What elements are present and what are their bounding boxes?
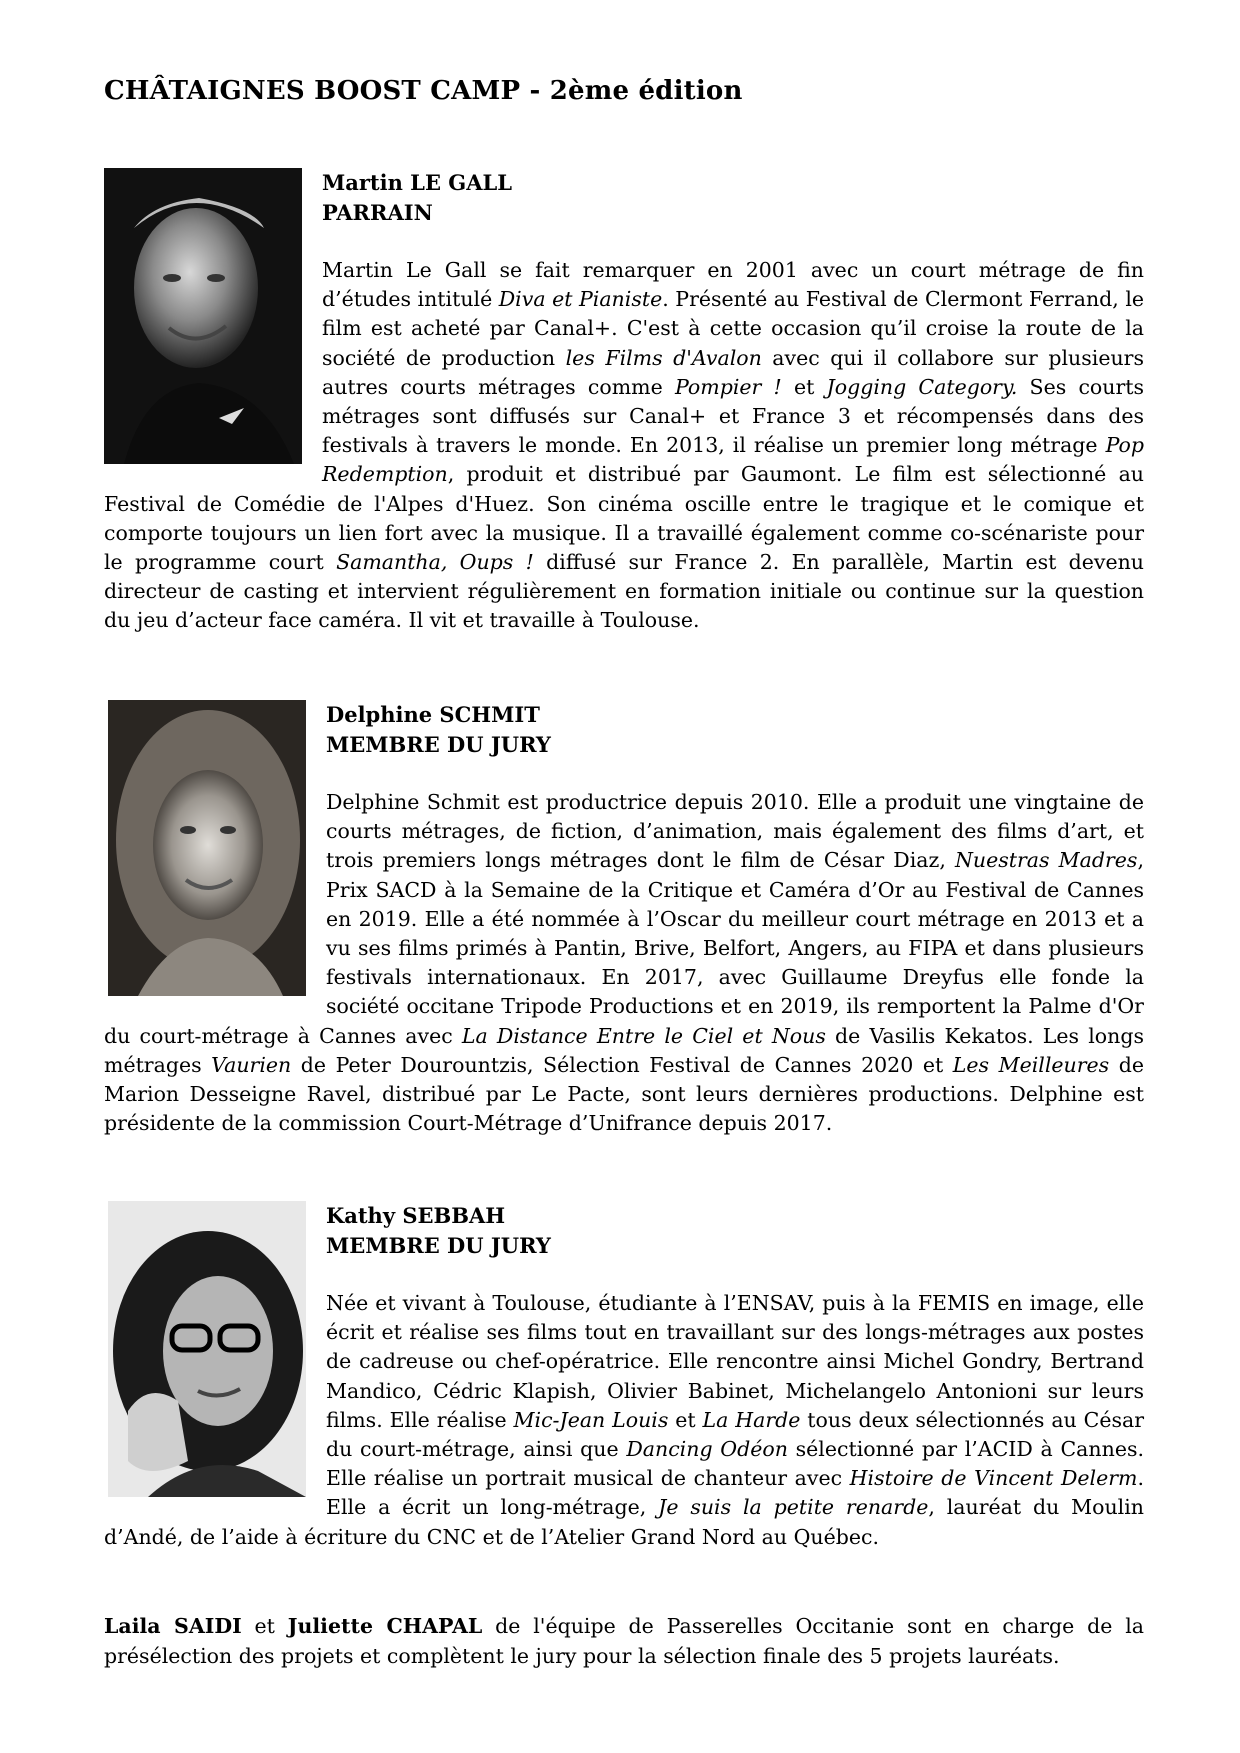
bio-text: Martin Le Gall se fait remarquer en 2001 avec un court métrage de fin d’études intitulé [322, 258, 1144, 312]
bio-text: , Prix SACD à la Semaine de la Critique et Caméra d’Or au Festival de Cannes en 2019. Elle a été nommée à l’Oscar du meilleur court métrage en 2013 et a vu ses films primés à Pantin, Brive, Belfort, Angers, au FIPA et dans plusieurs festivals internationaux. En 2017, avec Guillaume Dreyfus elle fonde la société occitane Tripode Productions et en 2019, ils remportent la Palme d'Or du court-métrage à Cannes avec [104, 848, 1144, 1048]
bio-italic-title: les Films d'Avalon [565, 345, 762, 370]
footer-name-1: Laila SAIDI [104, 1614, 242, 1638]
portrait-photo-martin [104, 168, 302, 464]
bio-italic-title: Pop Redemption [322, 433, 1144, 487]
person-name: Delphine SCHMIT [326, 702, 540, 727]
bio-text: Delphine Schmit est productrice depuis 2010. Elle a produit une vingtaine de courts métrages, de fiction, d’animation, mais également des films d’art, et trois premiers longs métrages dont le film de César Diaz, [326, 790, 1144, 873]
person-role: PARRAIN [322, 200, 433, 225]
person-role: MEMBRE DU JURY [326, 1233, 551, 1258]
portrait-photo-kathy [108, 1201, 306, 1497]
bio-italic-title: Les Meilleures [952, 1052, 1110, 1077]
bio-text: . Présenté au Festival de Clermont Ferrand, le film est acheté par Canal+. C'est à cette occasion qu’il croise la route de la société de production [322, 287, 1145, 370]
bio-text: et [668, 1407, 703, 1432]
bio-italic-title: Dancing Odéon [626, 1437, 788, 1462]
person-name: Martin LE GALL [322, 170, 513, 195]
bio-text: et [781, 374, 827, 399]
person-section-martin [104, 168, 1144, 636]
bio-text: Ses courts métrages sont diffusés sur Canal+ et France 3 et récompensés dans des festivals à travers le monde. En 2013, il réalise un premier long métrage [322, 374, 1145, 458]
bio-italic-title: Jogging Category. [826, 374, 1018, 399]
bio-italic-title: Je suis la petite renarde [658, 1495, 929, 1520]
bio-italic-title: Diva et Pianiste [498, 287, 663, 312]
bio-text: . Elle a écrit un long-métrage, [326, 1466, 1144, 1520]
bio-text: de Marion Desseigne Ravel, distribué par Le Pacte, sont leurs dernières productions. Delphine est présidente de la commission Court-Métrage d’Unifrance depuis 2017. [104, 1052, 1144, 1136]
page-title: CHÂTAIGNES BOOST CAMP - 2ème édition [104, 76, 743, 106]
bio-italic-title: La Harde [702, 1407, 801, 1432]
bio-italic-title: Vaurien [211, 1052, 292, 1077]
bio-italic-title: Nuestras Madres [954, 848, 1138, 873]
footer-name-2: Juliette CHAPAL [287, 1614, 483, 1638]
footer-note [104, 1612, 1144, 1671]
footer-text: de l'équipe de Passerelles Occitanie sont en charge de la présélection des projets et complètent le jury pour la sélection finale des 5 projets lauréats. [104, 1614, 1145, 1668]
bio-text: tous deux sélectionnés au César du court-métrage, ainsi que [326, 1407, 1144, 1462]
bio-italic-title: Mic-Jean Louis [513, 1407, 669, 1432]
bio-italic-title: Histoire de Vincent Delerm [849, 1466, 1138, 1491]
person-name: Kathy SEBBAH [326, 1203, 506, 1228]
bio-text: Née et vivant à Toulouse, étudiante à l’ENSAV, puis à la FEMIS en image, elle écrit et réalise ses films tout en travaillant sur des longs-métrages aux postes de cadreuse ou chef-opératrice. Elle rencontre ainsi Michel Gondry, Bertrand Mandico, Cédric Klapish, Olivier Babinet, Michelangelo Antonioni sur leurs films. Elle réalise [326, 1291, 1144, 1432]
person-section-kathy [104, 1201, 1144, 1552]
bio-italic-title: La Distance Entre le Ciel et Nous [461, 1023, 826, 1048]
bio-text: avec qui il collabore sur plusieurs autres courts métrages comme [322, 345, 1144, 399]
bio-italic-title: Samantha, Oups ! [336, 550, 534, 575]
bio-text: diffusé sur France 2. En parallèle, Martin est devenu directeur de casting et intervient régulièrement en formation initiale ou continue sur la question du jeu d’acteur face caméra. Il vit et travaille à Toulouse. [104, 550, 1144, 633]
bio-text: de Peter Dourountzis, Sélection Festival de Cannes 2020 et [291, 1052, 953, 1077]
footer-conjunction: et [241, 1614, 288, 1638]
bio-italic-title: Pompier ! [674, 374, 782, 399]
person-role: MEMBRE DU JURY [326, 732, 551, 757]
bio-text: de Vasilis Kekatos. Les longs métrages [104, 1023, 1144, 1077]
person-section-delphine [104, 700, 1144, 1138]
bio-text: sélectionné par l’ACID à Cannes. Elle réalise un portrait musical de chanteur avec [326, 1437, 1144, 1491]
bio-text: , produit et distribué par Gaumont. Le film est sélectionné au Festival de Comédie de l'Alpes d'Huez. Son cinéma oscille entre le tragique et le comique et comporte toujours un lien fort avec la musique. Il a travaillé également comme co-scénariste pour le programme court [104, 462, 1144, 575]
bio-text: , lauréat du Moulin d’Andé, de l’aide à écriture du CNC et de l’Atelier Grand Nord au Québec. [104, 1495, 1144, 1549]
portrait-photo-delphine [108, 700, 306, 996]
